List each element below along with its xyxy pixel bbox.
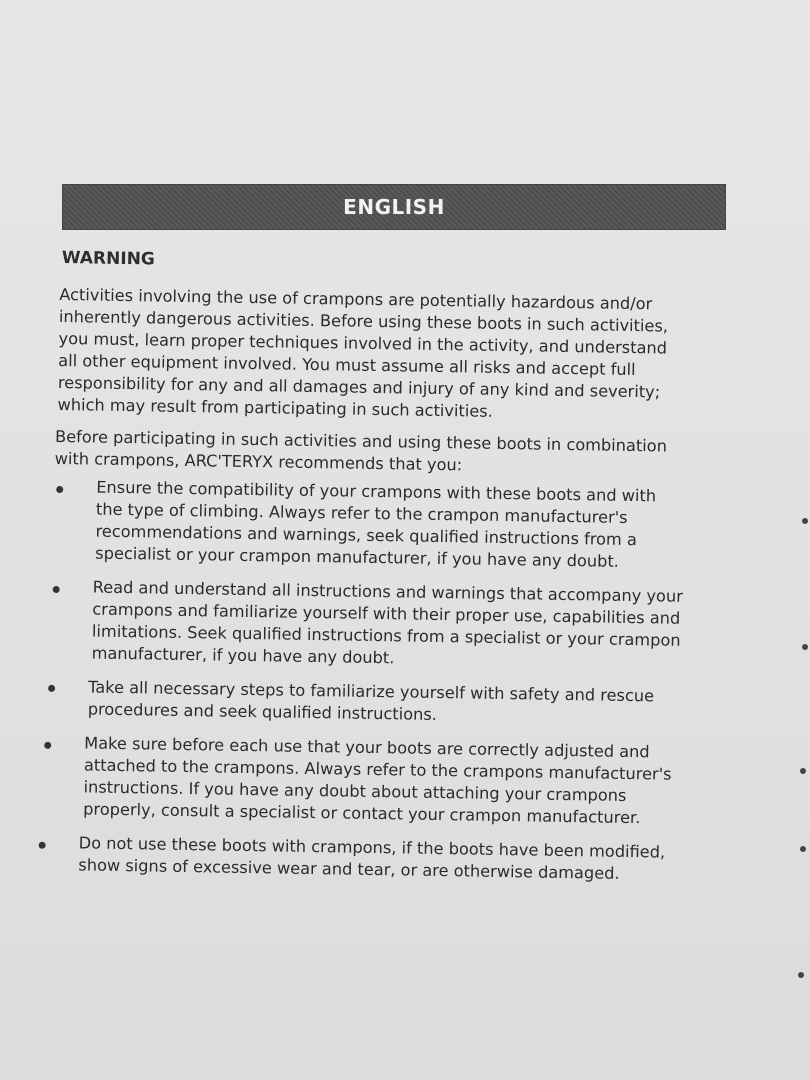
- bullet-marker: [53, 586, 60, 593]
- bullet-marker: [44, 742, 51, 749]
- list-item: Read and understand all instructions and warnings that accompany your crampons and familiarize yourself with their proper use, capabilities and limitations. Seek qualified instructions from a specialist or your crampon manufacturer, if you have any doubt.: [91, 577, 683, 668]
- bullet-marker: [39, 842, 46, 849]
- edge-mark: [800, 846, 806, 852]
- language-title: ENGLISH: [343, 195, 445, 219]
- list-item: Take all necessary steps to familiarize yourself with safety and rescue procedures and seek qualified instructions.: [87, 677, 655, 724]
- edge-mark: [802, 644, 808, 650]
- list-item: Ensure the compatibility of your crampons with these boots and with the type of climbing. Always refer to the crampon manufacturer's recommendations and warnings, seek qualified instructions from a specialist or your crampon manufacturer, if you have any doubt.: [95, 477, 657, 571]
- list-item: Make sure before each use that your boots are correctly adjusted and attached to the crampons. Always refer to the crampons manufacturer's instructions. If you have any doubt about attaching your crampons properly, consult a specialist or contact your crampon manufacturer.: [83, 733, 672, 828]
- warning-paragraph-1: Activities involving the use of crampons are potentially hazardous and/or inherently dangerous activities. Before using these boots in such activities, you must, learn proper techniques involved in the activity, and understand all other equipment involved. You must assume all risks and accept full responsibility for any and all damages and injury of any kind and severity; which may result from participating in such activities.: [57, 284, 669, 421]
- edge-mark: [800, 768, 806, 774]
- warning-paragraph-2: Before participating in such activities and using these boots in combination with crampons, ARC'TERYX recommends that you:: [54, 426, 668, 475]
- bullet-marker: [56, 486, 63, 493]
- edge-mark: [802, 518, 808, 524]
- warning-heading: WARNING: [61, 248, 155, 270]
- edge-mark: [798, 972, 804, 978]
- bullet-marker: [48, 685, 55, 692]
- list-item: Do not use these boots with crampons, if the boots have been modified, show signs of excessive wear and tear, or are otherwise damaged.: [78, 833, 666, 883]
